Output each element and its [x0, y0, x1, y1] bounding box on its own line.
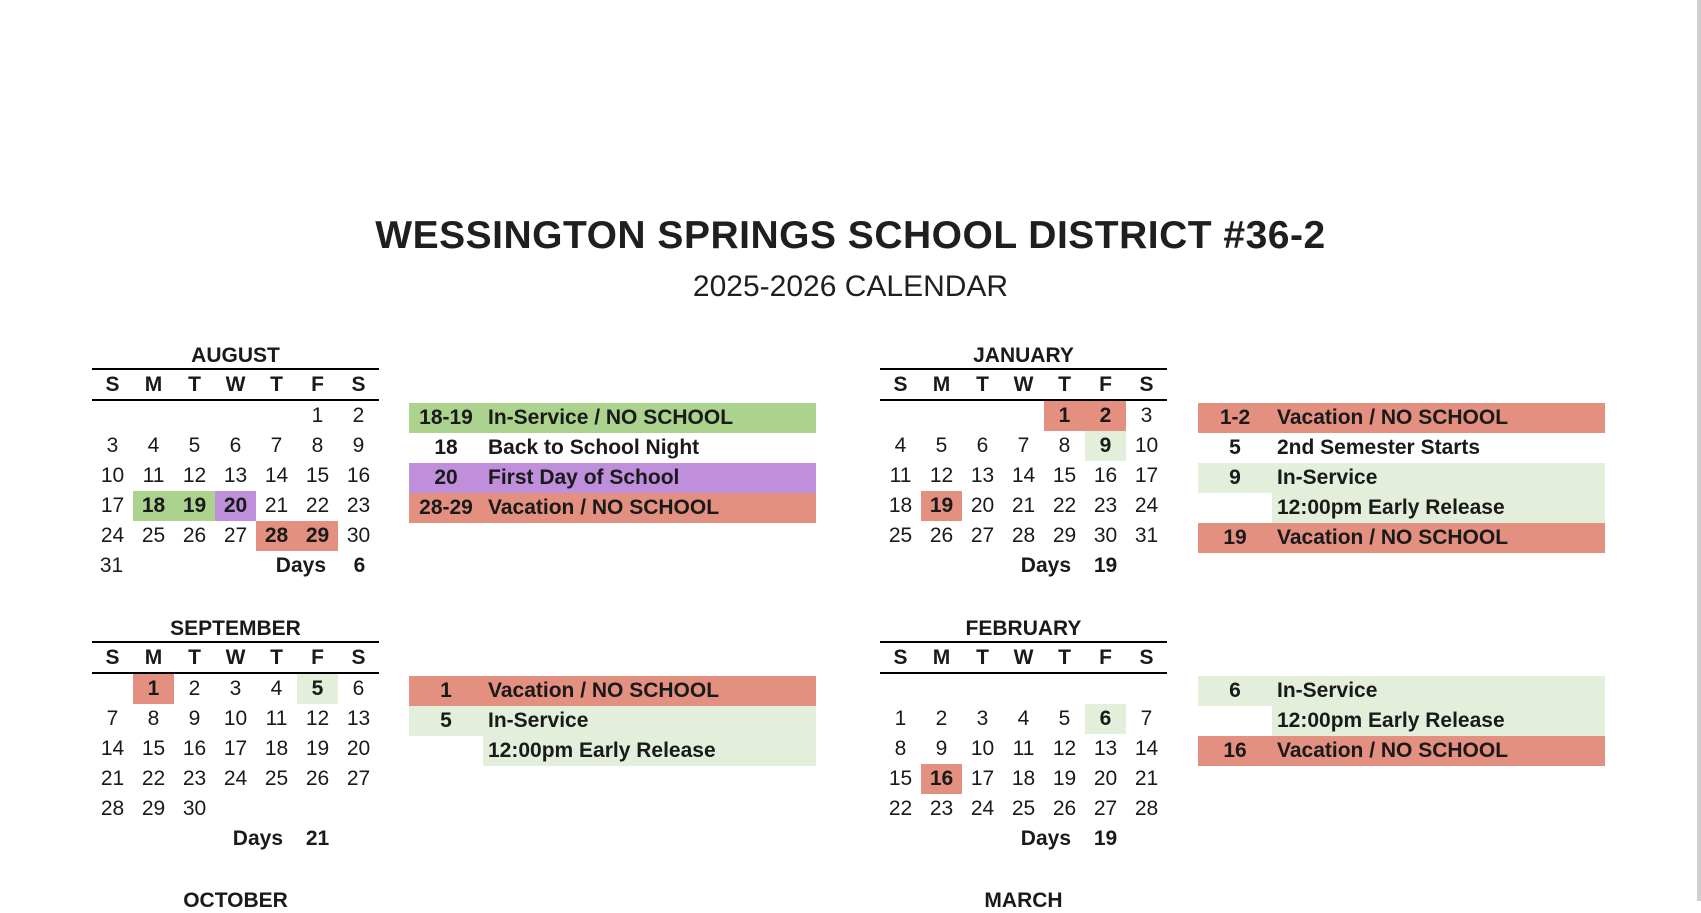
- day-cell: 11: [265, 707, 288, 730]
- weekday-header-row: [92, 370, 379, 399]
- day-cell: 9: [188, 707, 201, 730]
- day-cell: 31: [99, 554, 124, 577]
- day-cell: [880, 401, 921, 431]
- day-cell: 29: [1052, 524, 1077, 547]
- day-cell: 21: [1134, 767, 1159, 790]
- highlighted-day-cell: 20: [215, 491, 256, 521]
- week-row: [92, 431, 379, 461]
- week-row: [92, 491, 379, 521]
- highlighted-day-cell: 16: [921, 764, 962, 794]
- weekday-header: T: [270, 373, 283, 396]
- day-cell: 6: [229, 434, 242, 457]
- days-count: 19: [1093, 827, 1118, 850]
- weekday-header: M: [932, 373, 951, 396]
- day-cell: 28: [1134, 797, 1159, 820]
- day-cell: [921, 401, 962, 431]
- weekday-header: W: [225, 373, 246, 396]
- weekday-header: F: [1099, 646, 1112, 669]
- event-date: [1198, 493, 1272, 523]
- week-row: [880, 674, 1167, 704]
- day-cell: 9: [352, 434, 365, 457]
- day-cell: [215, 401, 256, 431]
- day-cell: 2: [352, 404, 365, 427]
- weekday-header: S: [893, 646, 908, 669]
- event-row: [1198, 463, 1605, 493]
- days-count: 6: [353, 554, 366, 577]
- day-cell: 17: [100, 494, 125, 517]
- event-date: 20: [409, 463, 483, 493]
- weekday-header: T: [1058, 373, 1071, 396]
- day-cell: [92, 674, 133, 704]
- weekday-header: W: [225, 646, 246, 669]
- day-cell: 12: [929, 464, 954, 487]
- days-label: Days: [275, 554, 326, 577]
- week-row: [92, 704, 379, 734]
- day-cell: 10: [100, 464, 125, 487]
- day-cell: [256, 401, 297, 431]
- day-cell: 20: [970, 494, 995, 517]
- day-cell: 25: [1011, 797, 1036, 820]
- month-calendar-march: [880, 889, 1167, 913]
- day-cell: 25: [264, 767, 289, 790]
- day-cell: 7: [270, 434, 283, 457]
- days-count: 19: [1093, 554, 1118, 577]
- week-row: [92, 401, 379, 431]
- events-february: [1198, 676, 1605, 766]
- day-cell: 13: [346, 707, 371, 730]
- day-cell: 4: [1017, 707, 1030, 730]
- day-cell: [215, 794, 256, 824]
- day-cell: 3: [976, 707, 989, 730]
- month-calendar-september: [92, 617, 379, 854]
- page-subtitle: 2025-2026 CALENDAR: [692, 270, 1009, 303]
- day-cell: 8: [311, 434, 324, 457]
- weekday-header: M: [144, 646, 163, 669]
- day-cell: 5: [188, 434, 201, 457]
- event-date: 1: [409, 676, 483, 706]
- day-cell: 12: [1052, 737, 1077, 760]
- highlighted-day-cell: 18: [133, 491, 174, 521]
- day-cell: 18: [888, 494, 913, 517]
- month-calendar-january: [880, 344, 1167, 581]
- highlighted-day-cell: 9: [1085, 431, 1126, 461]
- day-cell: 15: [141, 737, 166, 760]
- day-cell: 24: [223, 767, 248, 790]
- highlighted-day-cell: 19: [174, 491, 215, 521]
- day-cell: [1126, 674, 1167, 704]
- day-cell: 21: [100, 767, 125, 790]
- month-name: FEBRUARY: [965, 617, 1082, 640]
- day-cell: 15: [305, 464, 330, 487]
- day-cell: 16: [182, 737, 207, 760]
- day-cell: 7: [1017, 434, 1030, 457]
- month-calendar-february: [880, 617, 1167, 854]
- day-cell: 12: [182, 464, 207, 487]
- event-date: 18-19: [409, 403, 483, 433]
- day-cell: 29: [141, 797, 166, 820]
- day-cell: 15: [1052, 464, 1077, 487]
- event-date: [409, 736, 483, 766]
- day-cell: 24: [100, 524, 125, 547]
- day-cell: [338, 794, 379, 824]
- day-cell: [133, 401, 174, 431]
- day-cell: 17: [223, 737, 248, 760]
- event-text: Vacation / NO SCHOOL: [483, 493, 816, 523]
- day-cell: [1044, 674, 1085, 704]
- weekday-header: S: [105, 646, 120, 669]
- day-cell: 22: [141, 767, 166, 790]
- event-date: 28-29: [409, 493, 483, 523]
- event-date: 18: [434, 436, 458, 459]
- event-text: 2nd Semester Starts: [1277, 436, 1481, 459]
- event-row: [409, 463, 816, 493]
- event-text: 12:00pm Early Release: [483, 736, 816, 766]
- event-row: [409, 403, 816, 433]
- month-name: SEPTEMBER: [170, 617, 301, 640]
- day-cell: 15: [888, 767, 913, 790]
- day-cell: 26: [305, 767, 330, 790]
- days-row: [92, 824, 379, 854]
- day-cell: 13: [1093, 737, 1118, 760]
- day-cell: 14: [1011, 464, 1036, 487]
- event-text: In-Service / NO SCHOOL: [483, 403, 816, 433]
- weekday-header: S: [351, 373, 366, 396]
- days-count: 21: [305, 827, 330, 850]
- day-cell: 27: [1093, 797, 1118, 820]
- day-cell: 30: [346, 524, 371, 547]
- event-row: [409, 433, 816, 463]
- day-cell: 8: [894, 737, 907, 760]
- day-cell: 22: [1052, 494, 1077, 517]
- week-row: [92, 764, 379, 794]
- event-row: [1198, 706, 1605, 736]
- week-row: [880, 704, 1167, 734]
- day-cell: [1085, 674, 1126, 704]
- day-cell: 27: [970, 524, 995, 547]
- day-cell: 8: [1058, 434, 1071, 457]
- event-row: [1198, 433, 1605, 463]
- highlighted-day-cell: 2: [1085, 401, 1126, 431]
- month-name: MARCH: [984, 889, 1063, 912]
- day-cell: 12: [305, 707, 330, 730]
- day-cell: 26: [182, 524, 207, 547]
- day-cell: 9: [935, 737, 948, 760]
- event-date: 19: [1198, 523, 1272, 553]
- day-cell: 23: [182, 767, 207, 790]
- day-cell: [92, 401, 133, 431]
- day-cell: 23: [929, 797, 954, 820]
- day-cell: 22: [888, 797, 913, 820]
- weekday-header: M: [932, 646, 951, 669]
- days-label: Days: [232, 827, 283, 850]
- day-cell: 3: [229, 677, 242, 700]
- event-date: 1-2: [1198, 403, 1272, 433]
- weekday-header: F: [1099, 373, 1112, 396]
- day-cell: 14: [264, 464, 289, 487]
- day-cell: 7: [1140, 707, 1153, 730]
- day-cell: 30: [182, 797, 207, 820]
- weekday-header: M: [144, 373, 163, 396]
- week-row: [880, 794, 1167, 824]
- event-row: [409, 493, 816, 523]
- highlighted-day-cell: 1: [1044, 401, 1085, 431]
- day-cell: 24: [1134, 494, 1159, 517]
- day-cell: 31: [1134, 524, 1159, 547]
- day-cell: 6: [976, 434, 989, 457]
- day-cell: 27: [223, 524, 248, 547]
- day-cell: 19: [1052, 767, 1077, 790]
- day-cell: [174, 401, 215, 431]
- day-cell: [880, 674, 921, 704]
- weekday-header: W: [1013, 646, 1034, 669]
- event-row: [1198, 403, 1605, 433]
- weekday-header: S: [1139, 646, 1154, 669]
- day-cell: 3: [1140, 404, 1153, 427]
- days-row: [880, 824, 1167, 854]
- day-cell: 24: [970, 797, 995, 820]
- page-title: WESSINGTON SPRINGS SCHOOL DISTRICT #36-2: [375, 214, 1326, 257]
- weekday-header: S: [893, 373, 908, 396]
- month-name: AUGUST: [191, 344, 280, 367]
- days-row: [880, 551, 1167, 581]
- page-edge-divider: [1697, 0, 1701, 901]
- week-row: [92, 521, 379, 551]
- day-cell: 4: [147, 434, 160, 457]
- event-row: [409, 706, 816, 736]
- events-january: [1198, 403, 1605, 553]
- weekday-header: F: [311, 646, 324, 669]
- month-name: OCTOBER: [183, 889, 288, 912]
- highlighted-day-cell: 19: [921, 491, 962, 521]
- day-cell: 10: [223, 707, 248, 730]
- day-cell: 13: [223, 464, 248, 487]
- weekday-header-row: [880, 370, 1167, 399]
- week-row: [92, 674, 379, 704]
- day-cell: 5: [1058, 707, 1071, 730]
- day-cell: 16: [346, 464, 371, 487]
- week-row: [880, 401, 1167, 431]
- day-cell: 25: [888, 524, 913, 547]
- day-cell: 20: [346, 737, 371, 760]
- event-row: [1198, 523, 1605, 553]
- event-text: 12:00pm Early Release: [1272, 493, 1605, 523]
- day-cell: 26: [1052, 797, 1077, 820]
- day-cell: 25: [141, 524, 166, 547]
- highlighted-day-cell: 1: [133, 674, 174, 704]
- weekday-header: W: [1013, 373, 1034, 396]
- day-cell: 30: [1093, 524, 1118, 547]
- day-cell: 4: [894, 434, 907, 457]
- event-text: In-Service: [1272, 463, 1605, 493]
- event-date: [1198, 706, 1272, 736]
- week-row: [92, 734, 379, 764]
- weekday-header: S: [105, 373, 120, 396]
- month-name: JANUARY: [973, 344, 1074, 367]
- day-cell: 21: [1011, 494, 1036, 517]
- event-date: 9: [1198, 463, 1272, 493]
- day-cell: 4: [270, 677, 283, 700]
- day-cell: 6: [352, 677, 365, 700]
- week-row: [880, 734, 1167, 764]
- day-cell: 14: [100, 737, 125, 760]
- weekday-header: T: [1058, 646, 1071, 669]
- days-label: Days: [1020, 827, 1071, 850]
- weekday-header: T: [188, 646, 201, 669]
- day-cell: [1003, 674, 1044, 704]
- day-cell: 28: [1011, 524, 1036, 547]
- day-cell: 22: [305, 494, 330, 517]
- event-text: Vacation / NO SCHOOL: [1272, 523, 1605, 553]
- event-text: First Day of School: [483, 463, 816, 493]
- event-row: [409, 736, 816, 766]
- day-cell: 11: [889, 464, 912, 487]
- weekday-header: T: [976, 646, 989, 669]
- weekday-header: T: [270, 646, 283, 669]
- day-cell: 28: [100, 797, 125, 820]
- event-row: [1198, 493, 1605, 523]
- day-cell: 1: [311, 404, 324, 427]
- event-text: Vacation / NO SCHOOL: [483, 676, 816, 706]
- weekday-header: S: [351, 646, 366, 669]
- day-cell: 18: [264, 737, 289, 760]
- event-date: 5: [1229, 436, 1241, 459]
- day-cell: 11: [1012, 737, 1035, 760]
- weekday-header: T: [188, 373, 201, 396]
- day-cell: 10: [970, 737, 995, 760]
- day-cell: [962, 674, 1003, 704]
- weekday-header-row: [880, 643, 1167, 672]
- day-cell: [921, 674, 962, 704]
- events-september: [409, 676, 816, 766]
- day-cell: 23: [346, 494, 371, 517]
- day-cell: [1003, 401, 1044, 431]
- week-row: [92, 461, 379, 491]
- event-row: [409, 676, 816, 706]
- weekday-header-row: [92, 643, 379, 672]
- week-row: [880, 431, 1167, 461]
- event-row: [1198, 676, 1605, 706]
- highlighted-day-cell: 6: [1085, 704, 1126, 734]
- event-row: [1198, 736, 1605, 766]
- week-row: [880, 764, 1167, 794]
- day-cell: 27: [346, 767, 371, 790]
- week-row: [92, 794, 379, 824]
- day-cell: 17: [970, 767, 995, 790]
- event-date: 16: [1198, 736, 1272, 766]
- day-cell: 21: [264, 494, 289, 517]
- day-cell: [297, 794, 338, 824]
- weekday-header: S: [1139, 373, 1154, 396]
- weekday-header: T: [976, 373, 989, 396]
- day-cell: 13: [970, 464, 995, 487]
- week-row: [880, 521, 1167, 551]
- events-august: [409, 403, 816, 523]
- day-cell: 11: [142, 464, 165, 487]
- day-cell: 2: [188, 677, 201, 700]
- week-row: [880, 491, 1167, 521]
- day-cell: 3: [106, 434, 119, 457]
- highlighted-day-cell: 28: [256, 521, 297, 551]
- day-cell: 26: [929, 524, 954, 547]
- event-text: Vacation / NO SCHOOL: [1272, 403, 1605, 433]
- day-cell: 7: [106, 707, 119, 730]
- event-text: In-Service: [483, 706, 816, 736]
- day-cell: 14: [1134, 737, 1159, 760]
- highlighted-day-cell: 29: [297, 521, 338, 551]
- day-cell: [962, 401, 1003, 431]
- day-cell: 5: [935, 434, 948, 457]
- event-text: Back to School Night: [488, 436, 700, 459]
- event-text: Vacation / NO SCHOOL: [1272, 736, 1605, 766]
- week-row: [880, 461, 1167, 491]
- day-cell: [256, 794, 297, 824]
- event-date: 6: [1198, 676, 1272, 706]
- month-calendar-august: [92, 344, 379, 581]
- days-label: Days: [1020, 554, 1071, 577]
- event-date: 5: [409, 706, 483, 736]
- month-calendar-october: [92, 889, 379, 913]
- day-cell: 16: [1093, 464, 1118, 487]
- day-cell: 23: [1093, 494, 1118, 517]
- day-cell: 18: [1011, 767, 1036, 790]
- day-cell: 2: [935, 707, 948, 730]
- day-cell: 20: [1093, 767, 1118, 790]
- day-cell: 10: [1134, 434, 1159, 457]
- day-cell: 19: [305, 737, 330, 760]
- weekday-header: F: [311, 373, 324, 396]
- day-cell: 8: [147, 707, 160, 730]
- day-cell: 17: [1134, 464, 1159, 487]
- week-row: [92, 551, 379, 581]
- highlighted-day-cell: 5: [297, 674, 338, 704]
- day-cell: 1: [894, 707, 907, 730]
- event-text: 12:00pm Early Release: [1272, 706, 1605, 736]
- event-text: In-Service: [1272, 676, 1605, 706]
